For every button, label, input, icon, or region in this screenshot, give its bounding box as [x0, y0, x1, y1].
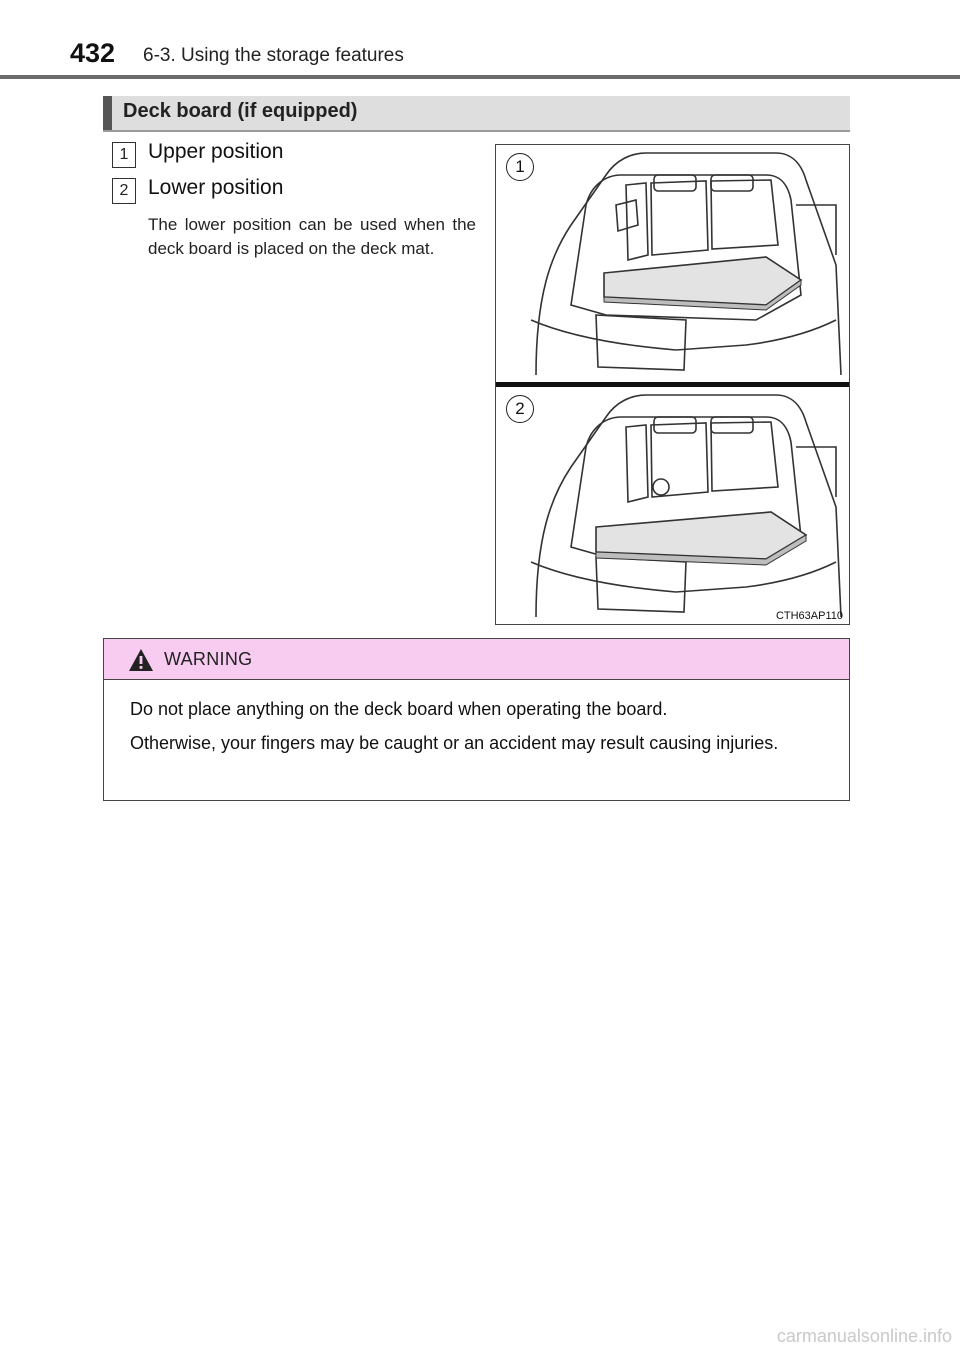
warning-paragraph-1: Do not place anything on the deck board when operating the board. — [130, 699, 668, 719]
car-trunk-lower-illustration — [496, 387, 849, 624]
car-trunk-upper-illustration — [496, 145, 849, 382]
section-accent — [103, 96, 112, 130]
item-number-1: 1 — [112, 142, 136, 168]
item-label-lower: Lower position — [148, 176, 284, 199]
warning-title: WARNING — [164, 649, 253, 669]
header-rule — [0, 75, 960, 79]
figure-label-2: 2 — [506, 395, 534, 423]
section-path: 6-3. Using the storage features — [143, 45, 404, 66]
warning-paragraph-2: Otherwise, your fingers may be caught or an accident may result causing injuries. — [130, 733, 779, 753]
figure-label-1: 1 — [506, 153, 534, 181]
figure-code: CTH63AP110 — [775, 610, 843, 622]
page-number: 432 — [70, 38, 116, 68]
item-number-2: 2 — [112, 178, 136, 204]
lower-position-note: The lower position can be used when the deck board is placed on the deck mat. — [148, 215, 476, 258]
deck-board-illustration — [495, 144, 850, 625]
warning-box — [103, 638, 850, 801]
watermark: carmanualsonline.info — [776, 1326, 952, 1346]
warning-header — [104, 639, 849, 680]
item-label-upper: Upper position — [148, 140, 284, 163]
warning-body — [130, 697, 835, 765]
section-heading — [103, 96, 850, 132]
section-title: Deck board (if equipped) — [123, 100, 358, 122]
warning-triangle-icon — [128, 648, 154, 672]
page-header — [0, 0, 960, 82]
